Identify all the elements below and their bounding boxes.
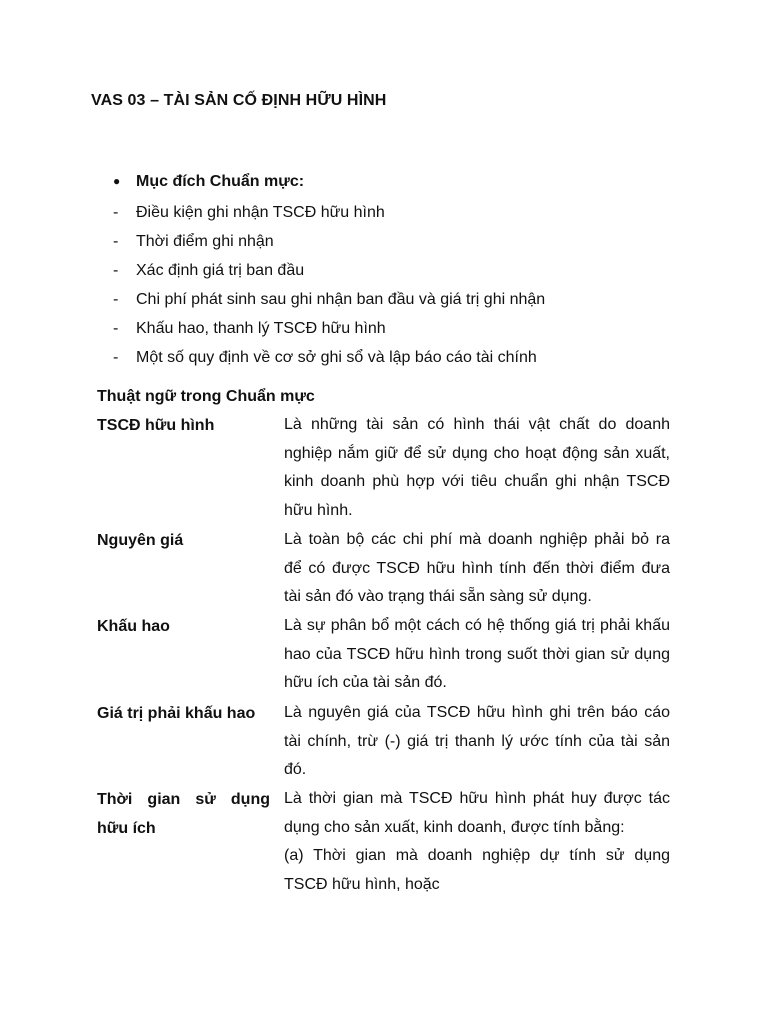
list-item	[113, 232, 545, 261]
list-item-text: Khấu hao, thanh lý TSCĐ hữu hình	[136, 320, 386, 337]
document-title: VAS 03 – TÀI SẢN CỐ ĐỊNH HỮU HÌNH	[91, 92, 387, 109]
list-item	[113, 348, 545, 377]
definition-useful-life	[284, 785, 670, 900]
list-item-text: Thời điểm ghi nhận	[136, 233, 274, 250]
list-item	[113, 290, 545, 319]
dash-marker: -	[113, 204, 119, 221]
purpose-list	[113, 203, 545, 377]
list-item	[113, 261, 545, 290]
term-depreciable-amount	[97, 699, 277, 728]
definition-line: Là thời gian mà TSCĐ hữu hình phát huy được tác	[284, 790, 670, 807]
term-label: Giá trị phải khấu hao	[97, 705, 256, 722]
dash-marker: -	[113, 262, 119, 279]
definition-line: Là nguyên giá của TSCĐ hữu hình ghi trên báo cáo	[284, 704, 670, 721]
definition-line: (a) Thời gian mà doanh nghiệp dự tính sử dụng	[284, 847, 670, 865]
term-label: TSCĐ hữu hình	[97, 417, 215, 434]
dash-marker: -	[113, 349, 119, 366]
definition-line: nghiệp nắm giữ để sử dụng cho hoạt động sản xuất,	[284, 444, 670, 462]
list-item-text: Chi phí phát sinh sau ghi nhận ban đầu và giá trị ghi nhận	[136, 291, 546, 308]
definition-line: Là toàn bộ các chi phí mà doanh nghiệp phải bỏ ra	[284, 531, 670, 548]
term-tangible-fixed-asset	[97, 411, 277, 440]
definition-line: hao của TSCĐ hữu hình trong suốt thời gian sử dụng	[284, 645, 670, 663]
dash-marker: -	[113, 291, 119, 308]
definition-line: kinh doanh phù hợp với tiêu chuẩn ghi nhận TSCĐ	[284, 473, 670, 491]
list-item-text: Xác định giá trị ban đầu	[136, 262, 305, 279]
definition-line: để có được TSCĐ hữu hình tính đến thời điểm đưa	[284, 559, 670, 577]
definition-line: đó.	[284, 761, 307, 779]
definition-historical-cost	[284, 526, 670, 612]
list-item	[113, 319, 545, 348]
term-label: Thời gian sử dụng	[97, 791, 270, 808]
purpose-heading-text: Mục đích Chuẩn mực:	[136, 173, 305, 190]
dash-marker: -	[113, 233, 119, 250]
dash-marker: -	[113, 320, 119, 337]
purpose-heading	[113, 173, 304, 191]
definition-tangible-fixed-asset	[284, 411, 670, 526]
definition-line: TSCĐ hữu hình, hoặc	[284, 876, 440, 894]
definition-line: hữu ích của tài sản đó.	[284, 674, 447, 692]
term-depreciation	[97, 612, 277, 641]
definition-line: hữu hình.	[284, 502, 353, 520]
definition-line: tài chính, trừ (-) giá trị thanh lý ước tính của tài sản	[284, 732, 670, 750]
definition-line: tài sản đó vào trạng thái sẵn sàng sử dụng.	[284, 588, 592, 606]
list-item-text: Điều kiện ghi nhận TSCĐ hữu hình	[136, 204, 385, 221]
term-useful-life	[97, 785, 270, 843]
definition-line: Là sự phân bổ một cách có hệ thống giá trị phải khấu	[284, 617, 670, 634]
definition-depreciable-amount	[284, 699, 670, 785]
term-historical-cost	[97, 526, 277, 555]
definition-line: dụng cho sản xuất, kinh doanh, được tính bằng:	[284, 818, 625, 836]
term-label: Nguyên giá	[97, 532, 184, 549]
definition-line: Là những tài sản có hình thái vật chất do doanh	[284, 416, 670, 433]
definition-depreciation	[284, 612, 670, 698]
term-label: hữu ích	[97, 820, 156, 837]
bullet-icon: ●	[113, 174, 121, 188]
terms-heading: Thuật ngữ trong Chuẩn mực	[97, 388, 315, 405]
term-label: Khấu hao	[97, 618, 170, 635]
list-item	[113, 203, 545, 232]
list-item-text: Một số quy định về cơ sở ghi sổ và lập báo cáo tài chính	[136, 349, 537, 366]
